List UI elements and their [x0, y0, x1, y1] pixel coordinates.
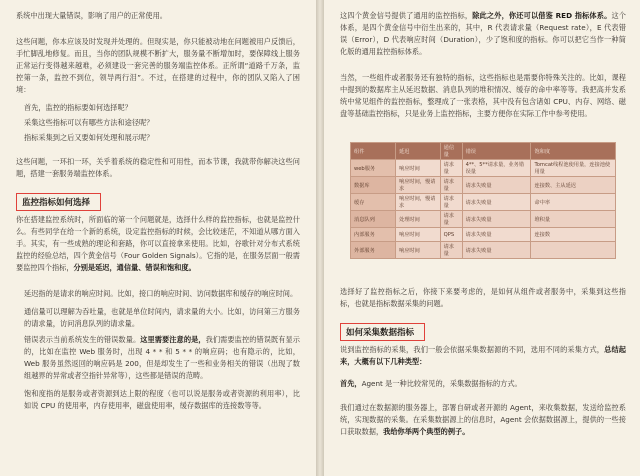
table-cell: 消息队列 [351, 211, 396, 228]
table-cell: 请求量 [440, 211, 462, 228]
table-header: 组件 [351, 143, 396, 160]
table-cell: 请求量 [440, 242, 462, 259]
table-cell: 响应时间，慢请求 [396, 177, 441, 194]
question-item: 首先，监控的指标要如何选择呢？ [24, 103, 132, 112]
list-item: 错误表示当前系统发生的错误数量。这里需要注意的是，我们需要监控的错误既有显示的，比如在监控 Web 服务时，出现 4 * * 和 5 * * 的响应码；也有隐示的，比如，Web 服务虽然返回的响应码是 200，但是却发生了一些和业务相关的错误（出现了数组越界的异常或者空指针异常等），这些都是错误的范畴。 [24, 335, 300, 380]
section-heading: 如何采集数据指标 [340, 323, 425, 341]
table-cell: 命中率 [531, 194, 616, 211]
table-cell: 处理时间 [396, 211, 441, 228]
table-cell: 堆积量 [531, 211, 616, 228]
question-item: 采集这些指标可以有哪些方法和途径呢？ [24, 118, 154, 127]
table-header: 延迟 [396, 143, 441, 160]
table-header: 饱和度 [531, 143, 616, 160]
table-cell: 响应时间 [396, 242, 441, 259]
table-cell: web服务 [351, 160, 396, 177]
table-header-row [351, 143, 616, 160]
paragraph: 首先，Agent 是一种比较常见的，采集数据指标的方式。 [340, 379, 522, 388]
table-cell: 数据库 [351, 177, 396, 194]
section-heading: 监控指标如何选择 [16, 193, 101, 211]
left-page [0, 0, 316, 476]
paragraph: 这四个黄金信号提供了通用的监控指标，除此之外，你还可以借鉴 RED 指标体系。这个体系，是四个黄金信号中衍生出来的，其中，R 代表请求量（Request rate），E 代表错误（Error），D 代表响应时间（Duration），少了饱和度的指标。你可以把它当作一种简化版的通用监控指标体系。 [340, 11, 626, 56]
table-row [351, 242, 616, 259]
table-cell: 响应时间，慢请求 [396, 194, 441, 211]
table-cell: 缓存 [351, 194, 396, 211]
table-cell: 请求失败量 [462, 177, 531, 194]
table-cell: QPS [440, 228, 462, 242]
paragraph: 你在搭建监控系统时，所面临的第一个问题就是，选择什么样的监控指标，也就是监控什么。有些同学在给一个新的系统，设定监控指标的时候，会比较迷茫，不知道从哪方面入手。其实，有一些成熟的理论和套路，你可以直接拿来使用。比如，谷歌针对分布式系统监控的经验总结，四个黄金信号（Four Golden Signals）。它指的是，在服务层面一般需要监控四个指标，分别是延迟，通信量、错误和饱和度。 [16, 215, 300, 272]
right-page [324, 0, 640, 476]
table-header: 错误 [462, 143, 531, 160]
table-row [351, 160, 616, 177]
table-cell: 外部服务 [351, 242, 396, 259]
table-cell: 请求失败量 [462, 242, 531, 259]
table-row [351, 177, 616, 194]
metrics-table [350, 142, 616, 259]
table-cell: Tomcat线程池使用量，连接池使用量 [531, 160, 616, 177]
table-cell: 内部服务 [351, 228, 396, 242]
paragraph: 说到监控指标的采集，我们一般会依据采集数据源的不同，选用不同的采集方式，总结起来，大概有以下几种类型： [340, 345, 626, 366]
table-cell: 请求量 [440, 177, 462, 194]
paragraph: 选择好了监控指标之后，你接下来要考虑的，是如何从组件或者服务中，采集到这些指标，也就是指标数据采集的问题。 [340, 287, 626, 308]
table-cell [531, 242, 616, 259]
list-item: 延迟指的是请求的响应时间。比如，接口的响应时间、访问数据库和缓存的响应时间。 [24, 289, 298, 298]
table-row [351, 211, 616, 228]
table-cell: 请求量 [440, 160, 462, 177]
question-item: 指标采集到之后又要如何处理和展示呢？ [24, 133, 154, 142]
table-cell: 请求失败量 [462, 194, 531, 211]
table-cell: 响应时间 [396, 160, 441, 177]
table-cell: 请求失败量 [462, 228, 531, 242]
paragraph: 我们通过在数据源的服务器上，部署自研或者开源的 Agent，来收集数据，发送给监控系统，实现数据的采集。在采集数据源上的信息时，Agent 会依据数据源上，提供的一些接口获取数据，我给你举两个典型的例子。 [340, 403, 626, 436]
table-cell: 响应时间 [396, 228, 441, 242]
table-cell: 请求量 [440, 194, 462, 211]
table-row [351, 228, 616, 242]
paragraph: 这些问题，一环扣一环，关乎着系统的稳定性和可用性，而本节课，我就带你解决这些问题，搭建一套服务端监控体系。 [16, 157, 300, 178]
list-item: 饱和度指的是服务或者资源到达上限的程度（也可以说是服务或者资源的利用率），比如说 CPU 的使用率，内存使用率，磁盘使用率，缓存数据库的连接数等等。 [24, 389, 300, 410]
paragraph: 当然，一些组件或者服务还有独特的指标，这些指标也是需要你特殊关注的。比如，课程中提到的数据库主从延迟数据、消息队列的堆积情况、缓存的命中率等等。我把高并发系统中常见组件的监控指标，整理成了一张表格，其中没有包含诸如 CPU、内存、网络、磁盘等基础监控指标，只是业务上监控指标，主要方便你在实际工作中参考使用。 [340, 73, 626, 118]
table-header: 通信量 [440, 143, 462, 160]
table-row [351, 194, 616, 211]
paragraph: 这些问题，你本应该及时发现并处理的。但现实是，你只能被动地在问题被用户反馈后，手忙脚乱地修复。而且，当你的团队规模不断扩大，服务量不断增加时，要保障线上服务正常运行变得越来越难，必须建设一套完善的服务端监控体系。正所谓“道路千万条，监控第一条，监控不到位，领导两行泪”。不过，在搭建的过程中，你的团队又陷入了困境： [16, 37, 300, 94]
book-spine [316, 0, 324, 476]
table-cell: 连接数 [531, 228, 616, 242]
table-cell: 4**、5**请求量，业务错误量 [462, 160, 531, 177]
paragraph: 系统中出现大量错误，影响了用户的正常使用。 [16, 11, 167, 20]
list-item: 通信量可以理解为吞吐量，也就是单位时间内，请求量的大小。比如，访问第三方服务的请求量，访问消息队列的请求量。 [24, 307, 300, 328]
table-cell: 请求失败量 [462, 211, 531, 228]
table-cell: 连接数、主从延迟 [531, 177, 616, 194]
